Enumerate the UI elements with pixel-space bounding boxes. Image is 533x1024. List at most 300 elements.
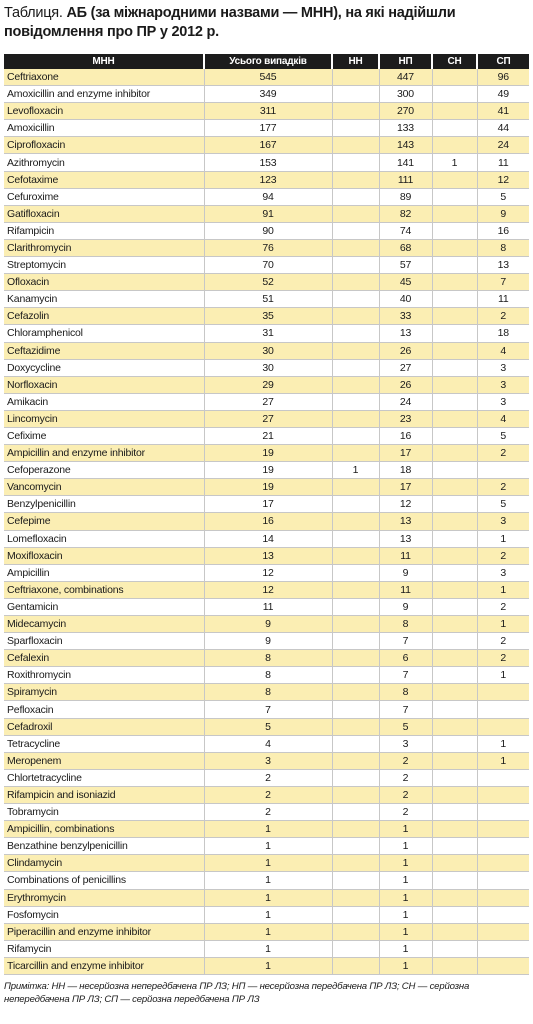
antibiotics-table	[4, 54, 529, 975]
drug-name-cell: Cefalexin	[4, 650, 204, 667]
table-row	[4, 957, 529, 974]
nn-cell	[332, 171, 379, 188]
drug-name-cell: Rifampicin	[4, 222, 204, 239]
sn-cell	[432, 120, 477, 137]
drug-name-cell: Tetracycline	[4, 735, 204, 752]
sp-cell	[477, 769, 529, 786]
nn-cell	[332, 137, 379, 154]
total-cases-cell: 14	[204, 530, 332, 547]
table-row	[4, 205, 529, 222]
table-row	[4, 650, 529, 667]
drug-name-cell: Midecamycin	[4, 616, 204, 633]
total-cases-cell: 19	[204, 462, 332, 479]
nn-cell	[332, 445, 379, 462]
sn-cell	[432, 188, 477, 205]
sp-cell	[477, 957, 529, 974]
total-cases-cell: 2	[204, 786, 332, 803]
header-total: Усього випадків	[204, 54, 332, 69]
sp-cell: 2	[477, 598, 529, 615]
total-cases-cell: 2	[204, 769, 332, 786]
sn-cell	[432, 205, 477, 222]
total-cases-cell: 94	[204, 188, 332, 205]
document-page	[4, 4, 529, 1006]
sn-cell	[432, 889, 477, 906]
sp-cell: 16	[477, 222, 529, 239]
sn-cell	[432, 633, 477, 650]
np-cell: 16	[379, 427, 432, 444]
np-cell: 9	[379, 598, 432, 615]
sp-cell	[477, 906, 529, 923]
sn-cell	[432, 616, 477, 633]
total-cases-cell: 29	[204, 376, 332, 393]
sp-cell: 4	[477, 342, 529, 359]
table-row	[4, 906, 529, 923]
sp-cell	[477, 838, 529, 855]
table-row	[4, 564, 529, 581]
table-row	[4, 616, 529, 633]
table-row	[4, 496, 529, 513]
total-cases-cell: 90	[204, 222, 332, 239]
table-row	[4, 581, 529, 598]
drug-name-cell: Roxithromycin	[4, 667, 204, 684]
nn-cell	[332, 564, 379, 581]
total-cases-cell: 8	[204, 650, 332, 667]
np-cell: 40	[379, 291, 432, 308]
sp-cell: 18	[477, 325, 529, 342]
table-row	[4, 940, 529, 957]
total-cases-cell: 12	[204, 581, 332, 598]
table-row	[4, 821, 529, 838]
np-cell: 8	[379, 684, 432, 701]
drug-name-cell: Levofloxacin	[4, 103, 204, 120]
sp-cell: 1	[477, 752, 529, 769]
table-row	[4, 291, 529, 308]
sp-cell: 44	[477, 120, 529, 137]
table-body	[4, 69, 529, 974]
sp-cell: 1	[477, 581, 529, 598]
sp-cell: 4	[477, 410, 529, 427]
table-row	[4, 718, 529, 735]
sn-cell	[432, 274, 477, 291]
np-cell: 7	[379, 667, 432, 684]
nn-cell	[332, 598, 379, 615]
sp-cell	[477, 940, 529, 957]
total-cases-cell: 545	[204, 69, 332, 86]
table-row	[4, 752, 529, 769]
total-cases-cell: 311	[204, 103, 332, 120]
nn-cell	[332, 906, 379, 923]
drug-name-cell: Ofloxacin	[4, 274, 204, 291]
sn-cell	[432, 564, 477, 581]
table-row	[4, 667, 529, 684]
nn-cell	[332, 872, 379, 889]
sp-cell	[477, 684, 529, 701]
drug-name-cell: Clarithromycin	[4, 239, 204, 256]
np-cell: 5	[379, 718, 432, 735]
total-cases-cell: 16	[204, 513, 332, 530]
table-row	[4, 239, 529, 256]
table-row	[4, 325, 529, 342]
np-cell: 13	[379, 513, 432, 530]
total-cases-cell: 9	[204, 616, 332, 633]
total-cases-cell: 1	[204, 940, 332, 957]
np-cell: 1	[379, 889, 432, 906]
sp-cell	[477, 821, 529, 838]
drug-name-cell: Rifampicin and isoniazid	[4, 786, 204, 803]
total-cases-cell: 167	[204, 137, 332, 154]
table-row	[4, 376, 529, 393]
sn-cell	[432, 821, 477, 838]
drug-name-cell: Cefotaxime	[4, 171, 204, 188]
total-cases-cell: 123	[204, 171, 332, 188]
drug-name-cell: Erythromycin	[4, 889, 204, 906]
np-cell: 300	[379, 86, 432, 103]
nn-cell	[332, 855, 379, 872]
nn-cell	[332, 69, 379, 86]
drug-name-cell: Cefuroxime	[4, 188, 204, 205]
np-cell: 1	[379, 906, 432, 923]
sn-cell	[432, 838, 477, 855]
total-cases-cell: 30	[204, 359, 332, 376]
sp-cell: 11	[477, 291, 529, 308]
total-cases-cell: 349	[204, 86, 332, 103]
sn-cell	[432, 581, 477, 598]
sp-cell: 2	[477, 479, 529, 496]
np-cell: 8	[379, 616, 432, 633]
sn-cell	[432, 496, 477, 513]
sp-cell: 3	[477, 564, 529, 581]
np-cell: 13	[379, 325, 432, 342]
sp-cell	[477, 786, 529, 803]
np-cell: 6	[379, 650, 432, 667]
table-row	[4, 393, 529, 410]
drug-name-cell: Chloramphenicol	[4, 325, 204, 342]
table-row	[4, 479, 529, 496]
sn-cell	[432, 239, 477, 256]
np-cell: 74	[379, 222, 432, 239]
total-cases-cell: 19	[204, 445, 332, 462]
sp-cell	[477, 855, 529, 872]
total-cases-cell: 27	[204, 410, 332, 427]
drug-name-cell: Kanamycin	[4, 291, 204, 308]
np-cell: 18	[379, 462, 432, 479]
header-nn: НН	[332, 54, 379, 69]
sn-cell: 1	[432, 154, 477, 171]
nn-cell	[332, 957, 379, 974]
sp-cell: 2	[477, 308, 529, 325]
drug-name-cell: Piperacillin and enzyme inhibitor	[4, 923, 204, 940]
table-row	[4, 222, 529, 239]
total-cases-cell: 8	[204, 667, 332, 684]
nn-cell	[332, 325, 379, 342]
total-cases-cell: 3	[204, 752, 332, 769]
total-cases-cell: 1	[204, 872, 332, 889]
drug-name-cell: Amoxicillin and enzyme inhibitor	[4, 86, 204, 103]
nn-cell	[332, 838, 379, 855]
drug-name-cell: Rifamycin	[4, 940, 204, 957]
drug-name-cell: Ciprofloxacin	[4, 137, 204, 154]
table-row	[4, 701, 529, 718]
total-cases-cell: 35	[204, 308, 332, 325]
nn-cell	[332, 496, 379, 513]
nn-cell	[332, 650, 379, 667]
np-cell: 23	[379, 410, 432, 427]
total-cases-cell: 19	[204, 479, 332, 496]
table-row	[4, 889, 529, 906]
table-row	[4, 69, 529, 86]
sn-cell	[432, 325, 477, 342]
table-row	[4, 410, 529, 427]
table-row	[4, 855, 529, 872]
sp-cell	[477, 701, 529, 718]
table-row	[4, 598, 529, 615]
total-cases-cell: 177	[204, 120, 332, 137]
sn-cell	[432, 752, 477, 769]
sn-cell	[432, 855, 477, 872]
drug-name-cell: Lomefloxacin	[4, 530, 204, 547]
np-cell: 447	[379, 69, 432, 86]
table-row	[4, 188, 529, 205]
header-sn: СН	[432, 54, 477, 69]
drug-name-cell: Ceftazidime	[4, 342, 204, 359]
nn-cell	[332, 513, 379, 530]
sp-cell	[477, 462, 529, 479]
total-cases-cell: 1	[204, 889, 332, 906]
table-row	[4, 427, 529, 444]
np-cell: 17	[379, 445, 432, 462]
table-row	[4, 462, 529, 479]
nn-cell	[332, 889, 379, 906]
np-cell: 82	[379, 205, 432, 222]
sn-cell	[432, 445, 477, 462]
nn-cell	[332, 239, 379, 256]
sp-cell: 1	[477, 667, 529, 684]
sn-cell	[432, 718, 477, 735]
np-cell: 7	[379, 701, 432, 718]
np-cell: 27	[379, 359, 432, 376]
np-cell: 11	[379, 581, 432, 598]
sn-cell	[432, 598, 477, 615]
table-note: Примітка: НН — несерйозна непередбачена ПР ЛЗ; НП — несерйозна передбачена ПР ЛЗ; СН — серйозна непередбачена ПР ЛЗ; СП — серйозна передбачена ПР ЛЗ	[4, 980, 470, 1005]
np-cell: 2	[379, 769, 432, 786]
total-cases-cell: 1	[204, 923, 332, 940]
np-cell: 1	[379, 957, 432, 974]
table-row	[4, 342, 529, 359]
drug-name-cell: Chlortetracycline	[4, 769, 204, 786]
table-row	[4, 923, 529, 940]
drug-name-cell: Amikacin	[4, 393, 204, 410]
np-cell: 1	[379, 838, 432, 855]
nn-cell	[332, 701, 379, 718]
nn-cell	[332, 274, 379, 291]
table-row	[4, 103, 529, 120]
total-cases-cell: 51	[204, 291, 332, 308]
nn-cell	[332, 684, 379, 701]
drug-name-cell: Benzylpenicillin	[4, 496, 204, 513]
drug-name-cell: Tobramycin	[4, 804, 204, 821]
drug-name-cell: Spiramycin	[4, 684, 204, 701]
total-cases-cell: 27	[204, 393, 332, 410]
drug-name-cell: Amoxicillin	[4, 120, 204, 137]
sp-cell: 96	[477, 69, 529, 86]
total-cases-cell: 52	[204, 274, 332, 291]
table-row	[4, 735, 529, 752]
total-cases-cell: 31	[204, 325, 332, 342]
total-cases-cell: 4	[204, 735, 332, 752]
table-row	[4, 838, 529, 855]
nn-cell	[332, 257, 379, 274]
sn-cell	[432, 957, 477, 974]
drug-name-cell: Norfloxacin	[4, 376, 204, 393]
np-cell: 12	[379, 496, 432, 513]
sp-cell: 1	[477, 616, 529, 633]
sp-cell: 2	[477, 650, 529, 667]
np-cell: 143	[379, 137, 432, 154]
drug-name-cell: Ampicillin and enzyme inhibitor	[4, 445, 204, 462]
sn-cell	[432, 308, 477, 325]
sn-cell	[432, 906, 477, 923]
header-sp: СП	[477, 54, 529, 69]
drug-name-cell: Azithromycin	[4, 154, 204, 171]
np-cell: 111	[379, 171, 432, 188]
sn-cell	[432, 872, 477, 889]
np-cell: 89	[379, 188, 432, 205]
sn-cell	[432, 342, 477, 359]
total-cases-cell: 70	[204, 257, 332, 274]
drug-name-cell: Meropenem	[4, 752, 204, 769]
sn-cell	[432, 479, 477, 496]
total-cases-cell: 76	[204, 239, 332, 256]
header-np: НП	[379, 54, 432, 69]
nn-cell	[332, 342, 379, 359]
sn-cell	[432, 513, 477, 530]
nn-cell	[332, 479, 379, 496]
table-row	[4, 804, 529, 821]
sp-cell: 3	[477, 376, 529, 393]
np-cell: 68	[379, 239, 432, 256]
sn-cell	[432, 410, 477, 427]
table-row	[4, 86, 529, 103]
total-cases-cell: 11	[204, 598, 332, 615]
nn-cell	[332, 940, 379, 957]
np-cell: 7	[379, 633, 432, 650]
sp-cell: 2	[477, 445, 529, 462]
sn-cell	[432, 701, 477, 718]
np-cell: 57	[379, 257, 432, 274]
np-cell: 1	[379, 855, 432, 872]
sp-cell: 2	[477, 547, 529, 564]
np-cell: 133	[379, 120, 432, 137]
caption-title: АБ (за міжнародними назвами — МНН), на які надійшли повідомлення про ПР у 2012 р.	[4, 5, 456, 40]
drug-name-cell: Ceftriaxone	[4, 69, 204, 86]
drug-name-cell: Ticarcillin and enzyme inhibitor	[4, 957, 204, 974]
drug-name-cell: Ceftriaxone, combinations	[4, 581, 204, 598]
sn-cell	[432, 940, 477, 957]
np-cell: 26	[379, 376, 432, 393]
np-cell: 17	[379, 479, 432, 496]
total-cases-cell: 30	[204, 342, 332, 359]
sp-cell: 41	[477, 103, 529, 120]
sp-cell: 9	[477, 205, 529, 222]
table-row	[4, 786, 529, 803]
nn-cell	[332, 291, 379, 308]
nn-cell	[332, 410, 379, 427]
nn-cell	[332, 786, 379, 803]
np-cell: 2	[379, 786, 432, 803]
sp-cell: 49	[477, 86, 529, 103]
sp-cell	[477, 804, 529, 821]
nn-cell: 1	[332, 462, 379, 479]
np-cell: 1	[379, 923, 432, 940]
table-row	[4, 445, 529, 462]
np-cell: 1	[379, 821, 432, 838]
nn-cell	[332, 581, 379, 598]
sp-cell: 3	[477, 359, 529, 376]
table-row	[4, 513, 529, 530]
sp-cell: 3	[477, 513, 529, 530]
nn-cell	[332, 188, 379, 205]
table-row	[4, 120, 529, 137]
total-cases-cell: 5	[204, 718, 332, 735]
nn-cell	[332, 616, 379, 633]
table-row	[4, 530, 529, 547]
table-row	[4, 769, 529, 786]
nn-cell	[332, 86, 379, 103]
sn-cell	[432, 222, 477, 239]
nn-cell	[332, 308, 379, 325]
total-cases-cell: 9	[204, 633, 332, 650]
nn-cell	[332, 359, 379, 376]
table-row	[4, 154, 529, 171]
sp-cell: 8	[477, 239, 529, 256]
sp-cell: 5	[477, 496, 529, 513]
table-caption	[4, 4, 529, 46]
sp-cell	[477, 872, 529, 889]
sp-cell: 13	[477, 257, 529, 274]
table-row	[4, 684, 529, 701]
total-cases-cell: 1	[204, 821, 332, 838]
sp-cell: 24	[477, 137, 529, 154]
total-cases-cell: 1	[204, 957, 332, 974]
sn-cell	[432, 547, 477, 564]
drug-name-cell: Cefazolin	[4, 308, 204, 325]
nn-cell	[332, 376, 379, 393]
drug-name-cell: Benzathine benzylpenicillin	[4, 838, 204, 855]
np-cell: 45	[379, 274, 432, 291]
sp-cell: 5	[477, 188, 529, 205]
total-cases-cell: 1	[204, 906, 332, 923]
sp-cell	[477, 718, 529, 735]
nn-cell	[332, 718, 379, 735]
total-cases-cell: 1	[204, 855, 332, 872]
np-cell: 26	[379, 342, 432, 359]
np-cell: 1	[379, 872, 432, 889]
table-row	[4, 308, 529, 325]
nn-cell	[332, 735, 379, 752]
nn-cell	[332, 120, 379, 137]
drug-name-cell: Gatifloxacin	[4, 205, 204, 222]
np-cell: 33	[379, 308, 432, 325]
nn-cell	[332, 530, 379, 547]
sp-cell	[477, 923, 529, 940]
table-row	[4, 633, 529, 650]
sn-cell	[432, 257, 477, 274]
total-cases-cell: 8	[204, 684, 332, 701]
sn-cell	[432, 923, 477, 940]
np-cell: 270	[379, 103, 432, 120]
drug-name-cell: Sparfloxacin	[4, 633, 204, 650]
sn-cell	[432, 137, 477, 154]
